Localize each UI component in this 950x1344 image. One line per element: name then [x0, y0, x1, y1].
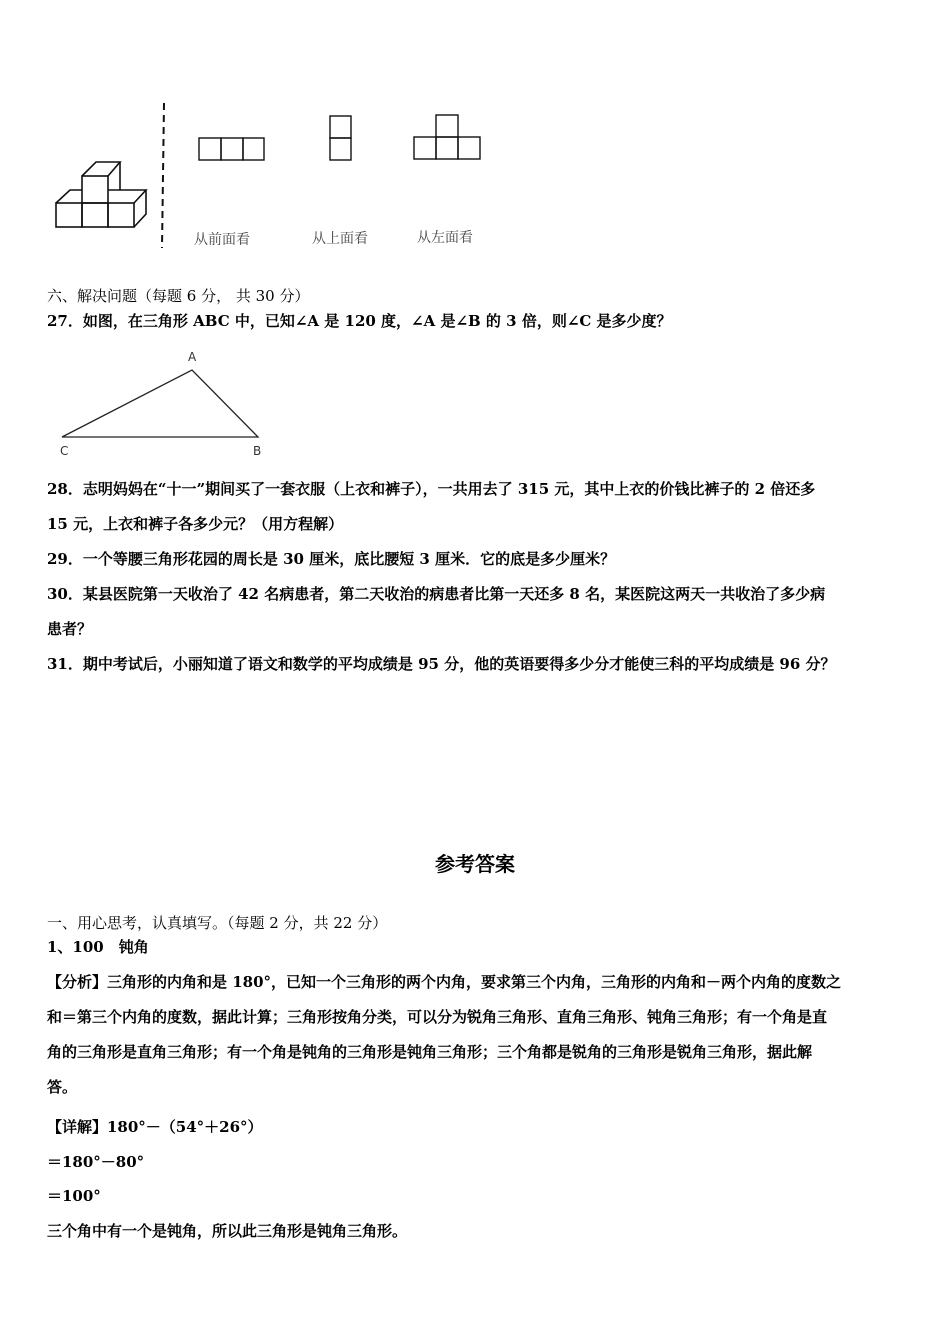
- question-28-line-1: 28．志明妈妈在“十一”期间买了一套衣服（上衣和裤子），一共用去了 315 元，其中上衣的价钱比裤子的 2 倍还多: [47, 480, 816, 498]
- detail-line-4: 三个角中有一个是钝角，所以此三角形是钝角三角形。: [47, 1222, 408, 1240]
- analysis-line-1: 【分析】三角形的内角和是 180°，已知一个三角形的两个内角，要求第三个内角，三角形的内角和－两个内角的度数之: [47, 973, 842, 991]
- question-30-line-1: 30．某县医院第一天收治了 42 名病患者，第二天收治的病患者比第一天还多 8 名，某医院这两天一共收治了多少病: [47, 585, 826, 603]
- analysis-line-3: 角的三角形是直角三角形；有一个角是钝角的三角形是钝角三角形；三个角都是锐角的三角形是锐角三角形，据此解: [47, 1043, 813, 1061]
- question-28-line-2: 15 元，上衣和裤子各多少元？（用方程解）: [47, 515, 344, 533]
- answers-title: 参考答案: [435, 852, 515, 876]
- top-view-figure: [330, 116, 351, 160]
- detail-line-3: ＝100°: [47, 1187, 101, 1205]
- vertex-label-c: C: [60, 444, 69, 458]
- caption-left-view: 从左面看: [417, 230, 473, 246]
- section-6-header: 六、解决问题（每题 6 分， 共 30 分）: [47, 287, 310, 305]
- front-view-figure: [199, 138, 264, 160]
- answer-1: 1、100 钝角: [47, 938, 149, 956]
- question-27: 27．如图，在三角形 ABC 中，已知∠A 是 120 度，∠A 是∠B 的 3 倍，则∠C 是多少度？: [47, 312, 672, 330]
- question-29: 29．一个等腰三角形花园的周长是 30 厘米，底比腰短 3 厘米．它的底是多少厘米？: [47, 550, 616, 568]
- detail-line-1: 【详解】180°－（54°＋26°）: [47, 1118, 263, 1136]
- analysis-line-2: 和＝第三个内角的度数，据此计算；三角形按角分类，可以分为锐角三角形、直角三角形、钝角三角形；有一个角是直: [47, 1008, 828, 1026]
- question-30-line-2: 患者？: [47, 620, 93, 638]
- vertex-label-b: B: [253, 444, 262, 458]
- caption-top-view: 从上面看: [312, 231, 368, 247]
- analysis-line-4: 答。: [47, 1078, 78, 1096]
- detail-line-2: ＝180°－80°: [47, 1153, 145, 1171]
- left-view-figure: [414, 115, 480, 159]
- dashed-divider: [162, 103, 164, 248]
- caption-front-view: 从前面看: [194, 232, 250, 248]
- question-31: 31．期中考试后，小丽知道了语文和数学的平均成绩是 95 分，他的英语要得多少分才能使三科的平均成绩是 96 分？: [47, 655, 836, 673]
- vertex-label-a: A: [188, 350, 197, 364]
- figures: [0, 0, 950, 470]
- triangle-abc: [62, 370, 258, 437]
- cube-stack-figure: [56, 162, 146, 227]
- answers-section-1-header: 一、用心思考，认真填写。（每题 2 分，共 22 分）: [47, 914, 388, 932]
